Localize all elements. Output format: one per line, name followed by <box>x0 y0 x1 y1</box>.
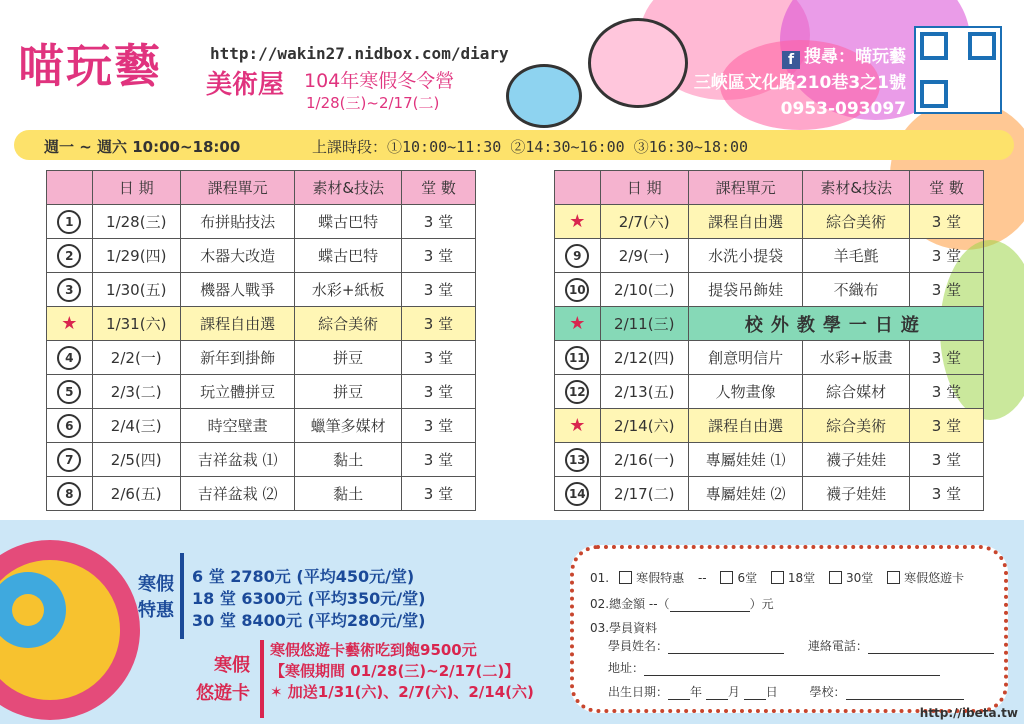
cell-date: 2/3(二) <box>92 375 180 409</box>
open-days: 週一 ~ 週六 10:00~18:00 <box>44 138 241 156</box>
cell-unit: 木器大改造 <box>180 239 295 273</box>
form-row-birth <box>608 683 964 700</box>
cell-count: 3 堂 <box>909 477 983 511</box>
table-row <box>47 307 476 341</box>
cell-tech: 綜合美術 <box>803 205 909 239</box>
qr-code-icon <box>914 26 1002 114</box>
cell-unit: 布拼貼技法 <box>180 205 295 239</box>
camp-dates: 1/28(三)~2/17(二) <box>306 94 440 112</box>
form-row-total <box>590 595 774 612</box>
cell-mark <box>47 409 93 443</box>
blog-url[interactable]: http://wakin27.nidbox.com/diary <box>210 44 509 63</box>
cell-count: 3 堂 <box>909 409 983 443</box>
table-row <box>47 409 476 443</box>
schedule-table-left <box>46 170 476 511</box>
cell-date: 2/13(五) <box>600 375 688 409</box>
form-sep: -- <box>697 571 707 585</box>
cell-mark <box>555 341 601 375</box>
cell-unit: 專屬娃娃 ⑴ <box>688 443 803 477</box>
cell-count: 3 堂 <box>401 477 475 511</box>
session-number: 3 <box>57 278 81 302</box>
cell-date: 1/30(五) <box>92 273 180 307</box>
form-total-end: ）元 <box>749 597 774 611</box>
session-number: 11 <box>565 346 589 370</box>
form-option: 18堂 <box>787 571 816 585</box>
cell-mark <box>555 205 601 239</box>
pass-line: ✶ 加送1/31(六)、2/7(六)、2/14(六) <box>270 683 534 701</box>
table-header-row <box>555 171 984 205</box>
header-unit: 課程單元 <box>688 171 803 205</box>
cell-count: 3 堂 <box>401 239 475 273</box>
phone: 0953-093097 <box>780 99 906 119</box>
table-row <box>555 341 984 375</box>
checkbox-30[interactable] <box>829 571 842 584</box>
cell-unit: 機器人戰爭 <box>180 273 295 307</box>
cell-date: 2/17(二) <box>600 477 688 511</box>
day-label: 日 <box>765 685 778 699</box>
cell-mark <box>555 477 601 511</box>
form-total-label: 02.總金額 --（ <box>590 597 670 611</box>
header-mark <box>555 171 601 205</box>
form-option: 寒假特惠 <box>636 571 685 585</box>
session-number: 1 <box>57 210 81 234</box>
pass-details <box>270 640 534 703</box>
holiday-label <box>120 572 174 624</box>
header-tech: 素材&技法 <box>803 171 909 205</box>
birth-year-field[interactable] <box>668 699 690 700</box>
table-row <box>555 273 984 307</box>
form-row-name <box>608 637 994 654</box>
phone-field[interactable] <box>868 653 994 654</box>
brand-subtitle: 美術屋 <box>206 70 285 100</box>
name-label: 學員姓名： <box>608 639 669 653</box>
header-tech: 素材&技法 <box>295 171 401 205</box>
pass-line: 【寒假期間 01/28(三)~2/17(二)】 <box>270 662 520 680</box>
pass-label <box>178 652 250 708</box>
cell-date: 2/7(六) <box>600 205 688 239</box>
table-row <box>555 443 984 477</box>
cell-unit: 玩立體拼豆 <box>180 375 295 409</box>
cell-count: 3 堂 <box>909 205 983 239</box>
price-line: 6 堂 2780元 (平均450元/堂) <box>192 567 415 586</box>
cell-tech: 綜合媒材 <box>803 375 909 409</box>
session-number: 7 <box>57 448 81 472</box>
cell-date: 2/6(五) <box>92 477 180 511</box>
form-row-addr <box>608 659 940 676</box>
session-number: 12 <box>565 380 589 404</box>
cell-count: 3 堂 <box>401 307 475 341</box>
birth-day-field[interactable] <box>744 699 766 700</box>
cell-count: 3 堂 <box>401 205 475 239</box>
cell-count: 3 堂 <box>401 443 475 477</box>
divider <box>180 553 184 639</box>
star-icon: ★ <box>569 313 586 334</box>
name-field[interactable] <box>668 653 784 654</box>
session-number: 13 <box>565 448 589 472</box>
cell-date: 2/9(一) <box>600 239 688 273</box>
cell-date: 2/2(一) <box>92 341 180 375</box>
checkbox-18[interactable] <box>771 571 784 584</box>
checkbox-6[interactable] <box>720 571 733 584</box>
form-row-info: 03.學員資料 <box>590 621 658 635</box>
sun-decoration-core <box>12 594 44 626</box>
cell-unit: 人物畫像 <box>688 375 803 409</box>
year-label: 年 <box>690 685 703 699</box>
cell-unit: 課程自由選 <box>688 205 803 239</box>
cell-count: 3 堂 <box>909 239 983 273</box>
table-row <box>555 239 984 273</box>
holiday-label-1: 寒假 <box>138 574 174 595</box>
cell-tech: 綜合美術 <box>295 307 401 341</box>
table-row <box>555 409 984 443</box>
star-icon: ★ <box>61 313 78 334</box>
session-number: 9 <box>565 244 589 268</box>
cell-mark <box>555 307 601 341</box>
cell-mark <box>47 443 93 477</box>
cell-date: 2/11(三) <box>600 307 688 341</box>
form-option: 6堂 <box>737 571 758 585</box>
cell-tech: 不織布 <box>803 273 909 307</box>
cell-unit: 創意明信片 <box>688 341 803 375</box>
header-date: 日 期 <box>92 171 180 205</box>
cell-unit: 水洗小提袋 <box>688 239 803 273</box>
form-option: 30堂 <box>846 571 874 585</box>
cell-unit: 吉祥盆栽 ⑵ <box>180 477 295 511</box>
session-number: 4 <box>57 346 81 370</box>
header-mark <box>47 171 93 205</box>
total-field[interactable] <box>670 611 750 612</box>
cell-count: 3 堂 <box>401 409 475 443</box>
session-number: 6 <box>57 414 81 438</box>
cell-unit: 吉祥盆栽 ⑴ <box>180 443 295 477</box>
table-row <box>47 341 476 375</box>
address-label: 地址： <box>608 661 645 675</box>
form-option: 寒假悠遊卡 <box>904 571 965 585</box>
phone-label: 連絡電話： <box>807 639 868 653</box>
cell-date: 2/12(四) <box>600 341 688 375</box>
cell-count: 3 堂 <box>909 375 983 409</box>
table-row <box>47 239 476 273</box>
birth-month-field[interactable] <box>706 699 728 700</box>
checkbox-pass[interactable] <box>887 571 900 584</box>
cell-count: 3 堂 <box>401 273 475 307</box>
cell-mark <box>47 307 93 341</box>
cell-unit: 專屬娃娃 ⑵ <box>688 477 803 511</box>
cell-date: 2/4(三) <box>92 409 180 443</box>
cell-date: 2/10(二) <box>600 273 688 307</box>
price-line: 18 堂 6300元 (平均350元/堂) <box>192 589 426 608</box>
holiday-label-2: 特惠 <box>138 600 174 621</box>
cell-unit: 課程自由選 <box>180 307 295 341</box>
cell-date: 2/16(一) <box>600 443 688 477</box>
cell-unit: 提袋吊飾娃 <box>688 273 803 307</box>
session-number: 2 <box>57 244 81 268</box>
cell-tech: 襪子娃娃 <box>803 477 909 511</box>
table-row <box>47 273 476 307</box>
cell-unit: 課程自由選 <box>688 409 803 443</box>
table-row <box>47 443 476 477</box>
address-field[interactable] <box>644 675 940 676</box>
session-number: 10 <box>565 278 589 302</box>
registration-form <box>570 545 1008 713</box>
cell-tech: 水彩+版畫 <box>803 341 909 375</box>
pass-line: 寒假悠遊卡藝術吃到飽9500元 <box>270 641 477 659</box>
school-field[interactable] <box>846 699 964 700</box>
cat-face-icon <box>506 64 582 128</box>
cell-count: 3 堂 <box>909 273 983 307</box>
cell-unit: 校外教學一日遊 <box>688 307 983 341</box>
cell-mark <box>47 341 93 375</box>
credit-url[interactable]: http://ibeta.tw <box>919 706 1018 720</box>
cell-tech: 蠟筆多媒材 <box>295 409 401 443</box>
table-row <box>555 477 984 511</box>
cell-mark <box>555 239 601 273</box>
cell-mark <box>47 239 93 273</box>
birth-label: 出生日期： <box>608 685 669 699</box>
month-label: 月 <box>727 685 740 699</box>
table-row <box>555 375 984 409</box>
table-header-row <box>47 171 476 205</box>
cell-count: 3 堂 <box>401 341 475 375</box>
form-row-plan <box>590 569 964 586</box>
school-label: 學校： <box>809 685 846 699</box>
cell-count: 3 堂 <box>909 341 983 375</box>
cell-mark <box>47 273 93 307</box>
form-index: 01. <box>590 571 610 585</box>
cell-tech: 綜合美術 <box>803 409 909 443</box>
cell-mark <box>47 375 93 409</box>
cell-tech: 襪子娃娃 <box>803 443 909 477</box>
cell-date: 2/14(六) <box>600 409 688 443</box>
pass-label-1: 寒假 <box>214 655 250 676</box>
header-unit: 課程單元 <box>180 171 295 205</box>
cell-unit: 新年到掛飾 <box>180 341 295 375</box>
brand-title: 喵玩藝 <box>18 39 162 93</box>
cell-unit: 時空壁畫 <box>180 409 295 443</box>
session-times: 上課時段：①10:00~11:30 ②14:30~16:00 ③16:30~18:00 <box>312 138 749 156</box>
cell-tech: 蝶古巴特 <box>295 239 401 273</box>
header-count: 堂 數 <box>401 171 475 205</box>
cell-mark <box>47 205 93 239</box>
schedule-table-right <box>554 170 984 511</box>
table-row <box>555 205 984 239</box>
cell-tech: 水彩+紙板 <box>295 273 401 307</box>
star-icon: ★ <box>569 415 586 436</box>
header-date: 日 期 <box>600 171 688 205</box>
divider <box>260 640 264 718</box>
address: 三峽區文化路210巷3之1號 <box>693 73 906 93</box>
cell-date: 1/28(三) <box>92 205 180 239</box>
facebook-icon: f <box>782 51 800 69</box>
session-number: 5 <box>57 380 81 404</box>
cell-tech: 拼豆 <box>295 341 401 375</box>
table-row <box>555 307 984 341</box>
table-row <box>47 375 476 409</box>
cell-mark <box>555 443 601 477</box>
header-count: 堂 數 <box>909 171 983 205</box>
cell-mark <box>47 477 93 511</box>
cell-tech: 羊毛氈 <box>803 239 909 273</box>
cat-face-icon <box>588 18 688 108</box>
search-text: 搜尋：喵玩藝 <box>804 47 906 67</box>
star-icon: ★ <box>569 211 586 232</box>
cell-date: 1/29(四) <box>92 239 180 273</box>
cell-date: 2/5(四) <box>92 443 180 477</box>
camp-title: 104年寒假冬令營 <box>304 70 455 92</box>
session-number: 8 <box>57 482 81 506</box>
cell-tech: 拼豆 <box>295 375 401 409</box>
cell-mark <box>555 273 601 307</box>
cell-tech: 黏土 <box>295 477 401 511</box>
pass-label-2: 悠遊卡 <box>196 683 250 704</box>
table-row <box>47 477 476 511</box>
contact-block <box>694 44 906 122</box>
cell-mark <box>555 409 601 443</box>
table-row <box>47 205 476 239</box>
cell-tech: 黏土 <box>295 443 401 477</box>
session-number: 14 <box>565 482 589 506</box>
cell-mark <box>555 375 601 409</box>
cell-count: 3 堂 <box>909 443 983 477</box>
cell-date: 1/31(六) <box>92 307 180 341</box>
cell-count: 3 堂 <box>401 375 475 409</box>
holiday-prices <box>192 566 425 632</box>
cell-tech: 蝶古巴特 <box>295 205 401 239</box>
price-line: 30 堂 8400元 (平均280元/堂) <box>192 611 426 630</box>
checkbox-holiday[interactable] <box>619 571 632 584</box>
